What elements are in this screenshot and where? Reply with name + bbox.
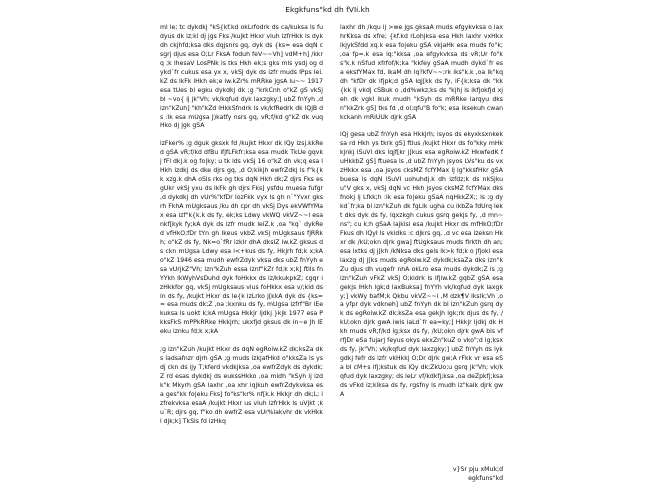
page-header-title: Ekgkfuns"kd dh fVIi.kh <box>285 5 370 14</box>
left-text-column <box>160 24 323 427</box>
right-text-column <box>340 24 503 400</box>
paragraph: ml le; tc dykdkj "kS{kf.kd okLrfodrk ds ca/kuksa ls fudyus dk iz;kl dj jgs Fks /kujkt Hkxr viuh izfrHkk ls dyk dh ckjhfd;ksa dks dqjsnrs gq, dyk ds {ks= esa dqN csgrj djus esa O;Lr FksA foduh feV~~Vh] vdM+h] /kkrq ;k lhesaV LosPNk ls tks Hkh ek;s gks mls ysdj og dykd`fr cukus esa yx x, vkSj dyk ds izfr muds IPps lei.kZ ds lkFk lHkh ek;e iw.kZr% mRRke jgsA lu~~ 1917 esa tUes bl egku dykdkj dk ;g "krkCnh o"kZ gS vkSj bl ~vo{ ij jk"Vh; vk/kqfud dyk laxzgky;] ubZ fnYyh ,d izn"kZuh] "kh"kZd lHkkSfndrk ls vk/kfRedrk dk lQjB ds :lk esa mUgsa J)katfy nsrs gq, vR;f/kd g"kZ dk vuqHko dj jgk gSA <box>160 24 323 130</box>
signatory-name: v}Sr pju xMuk;d <box>452 466 503 473</box>
paragraph: ;g izn"kZuh /kujkt Hkxr ds dqN egRoiw.kZ dk;ksZa dks ladsafnzr djrh gSA ;g muds izkjafHkd o"kksZa ls ysdj ckn ds ijy T;kferd vkdkjksa ,oa ewfrZdyk ds dykdk;Z rd esas dykdkj ds eukssHkko ,oa midh "kSyh ij izdk"k Mkyrh gSA laxhr ,oa xhr iqjkuh ewfrZdykvksa esa ges"kk fo|eku Fks] fo"ks"kr% nf[k.k Hkkjr dh dk;L; izfrekvksa esaA /kujkt Hkxr us viuh izfrHkk ls uVjkt ;k u`R; djrs gq, f"ko dh ewfrZ esa vUr%lakvhr dk vkHkkl djk;k] TkSls fd izHkq <box>160 346 323 425</box>
signature-block <box>453 466 503 484</box>
paragraph: izFker% ;g dguk gksxk fd /kujkt Hkxr dk lQy izsj.kkRed gSA vR;f/kd dfBu ifjfLFkfr;ksa esa mudk TkUe gqvkj fFl dkj.k og fo|ky; u tk lds vkSj 16 o"kZ dh vk;q esa lHkh izdkj ds dke djrs gq, ,d O;kikjh ewfrZdkj ls f"k{kk xzg.k dhA oSls rks og tks dqN Hkh dk;Z djrs Fks esgUkr vkSj yxu ds lkFk gh djrs Fks] ysfdu muesa fufgr ,d dykdkj dh vUr%"kfDr lozFkk vyx ls gh n`"Yvxr gksrh FkhA mUgksaus /ku dh cpr dh vkSj Dys ekVWfYMax esa izf"k{k.k ds fy, ek;ks Ldwy vkWQ vkVZ~~l esa nkf[kyk fy;kA dyk ds izfr mudk leiZ.k ,oa "kq` dykRed vfHkO;fDr tYn gh lkeus vkbZ vkSj mUgksaus fjRRkh; o"kZ ds fy, Nk=o`fRr izkIr dhA dksIZ iw.kZ gksus ds ckn mUgsa Ldwy esa i<+kus ds fy, Hkjrh fd;k x;kA o"kZ 1946 esa mudh ewfrZdyk vksa dks ubZ fnYyh esa vUrjkZ"Vh; izn"kZuh essa iznf"kZr fd;k x;k] ftlls fnYYkh lkWyhVsDuhd dyk foHkkx ds iz/kkukpkZ; cgqr izHkkfor gq, vkSj mUgksaus vius foHkkx esa v/;kid ds in ds fy, /kujkt Hkxr ds le{k izLrko j[kkA dyk ds {ks== esa muds dk;Z ,oa ;kxnku ds fy, mUgsa izfrf"Br lEekuksa ls uokt k;kA mUgsa Hkkjr ljdkj }kjk 1977 esa PkksFkS mPPkRRke Hkkjrh; ukxfjd gksus dk in~e Jh lEeku iznku fd;k x;kA <box>160 140 323 336</box>
paragraph: laxhr dh /kqu ij >we jgs gksaA muds efgykvksa o laxhrKksa ds xfre; {kf.kd rLohjksa esa Hkh laxhr vxHkx ikjykSfdd xq.k esa fo|eku gSA vkjaHk esa muds fo"k; ,oa fp=.k esa iq:"kksa ,oa efgykvksa ds vR;Ur fo"ks"k.k nSfud xfrfof/k;ka "kkfey gSaA mudh dykd`fr esa eksfYMax fd, lkaM dh lq?kfV~~;rk iks"k.k ,oa lk"kq dh "kfDr dk ifjpk;d gSA lqj[kk ds fy, iF{k;ksa dk "kk{kk ij vkdj cSBuk o ,dd%wkz;ks ds "kjhj ls ikfjokfjd xjeh dk vgkl ikuk mudh "kSyh ds mRRke larqyu dks n"kkZrk gS] tks fd ,d ol;qfu"B fo"k; esa iksekuh cwankckanh mRiUUk djrk gSA <box>340 24 503 121</box>
paragraph: iQj gesa ubZ fnYyh esa Hkkjrh; isyos ds ekyxksxnkeksa rd Hkh ys tkrk gS] ftlus /kujkt Hkxr ds fo"kky mHkkjnkj lSuVl dks lqjf[kr j[kus esa egRoiw.kZ HkwfedK fuHkkbZ gS] ftuesa ls ,d ubZ fnYyh jsyos LVs"ku ds vxzHkkx esa ,oa jsyos cksMZ fcfYMax lj lg"kksfHkr gSA buesa ls dqN lSuVI uohuhdj.k dh izfdz;k ds nkSjku u"V gks x, vkSj dqN vc Hkh jsyos cksMZ fcfYMax dks fnokj ij Lfkk;h :lk esa fo|eku gSaA nqHkkZX;; ls ;g dykd`fr;ka bl izn"kZuh dk fgLlk ugha cu ikbZa fdUrq lekt dks dyk ds fy, lqxzkgh cukus gsrq gekjs fy, ,d mn~ns"; cu k;h gSaA lajkisi esa /kujkt Hkxr ds mfHkO;fDr Fkus dh lQyI ls vkidks :c djkrs gq, ,d vc esa izeksn Hkxr dk /kU;okn djrk gwa] ftUgksaus muds firkth dh an; esa lxtks dj j[kh /kNksa dks gels lk>k fd;k o jfjoki esa laxzg dj j[ks muds egRoiw.kZ dykdk;ksaZa dks izn"kZu djus dh vuqefr nhA okLro esa muds dykdk;Z is ;g izn"kZuh vFkZ vkSj O;kidrk ls ifjiw.kZ gqbZ gSA esa gekjs lHkh lgk;d laxBuksa] fnYYh vk/kqfud dyk laxgky;] vkWy bafM;k Qkbu vkVZ~~l ,M dzk¶V lkslk;Vh ,oa yfpr dyk vdkneh] ubZ fnYyh dk bl izn"kZuh gsrq dyk ds egRoiw.kZ dk;ksZa esa gekjh lgk;rk djus ds fy, /kU;okn djrk gwA iwis laLd`fr ea=ky;] Hkkjr ljdkj dk Hkh muds vR;f/kd lg;ksx ds fy, /kU;okn djrk gwA bls vfrfjDr eSa fujarj feyus okys ekxZn"kuZ o vko";d lg;ksx ds fy, jk"Vh; vk/kqfud dyk laxzgky;] ubZ fnYyh ds lykgdkj fefr ds izfr vkHkkj O;Dr djrk gw;A rFkk vr esa eSa bl cM+s ifj;kstuk ds lQy dk;ZkUo;u gsrq jk"Vh; vk/kqfud dyk laxzgky; ds leLr vf/kdkfj;ksa ,oa deZpkfj;ksa ds vFkd iz;klksa ds fy, rgsfny ls mudh iz"kalk djrk gwA <box>340 131 503 399</box>
signatory-designation: egkfuns"kd <box>468 474 503 482</box>
